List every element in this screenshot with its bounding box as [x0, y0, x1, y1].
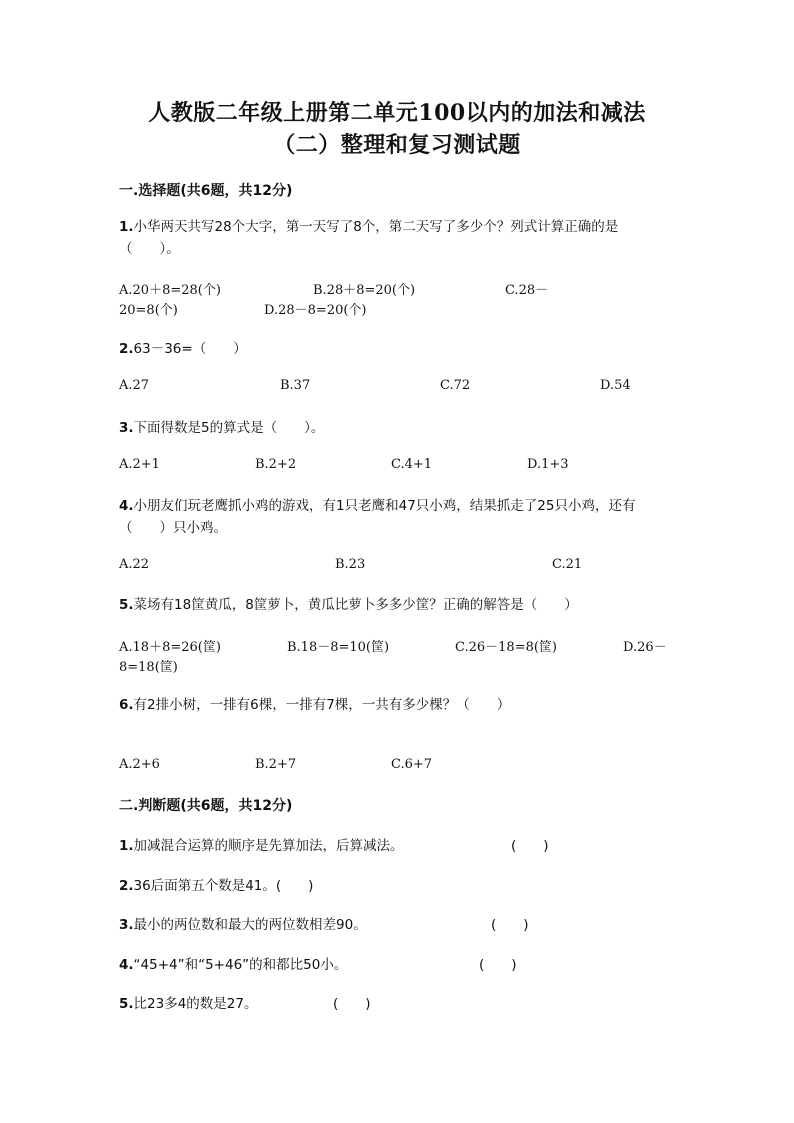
- question-number: 3.: [119, 917, 134, 933]
- answer-blank[interactable]: ( ): [333, 996, 371, 1012]
- question-4: [119, 495, 679, 539]
- option-a[interactable]: A.2+6: [119, 757, 160, 772]
- option-c-continued[interactable]: 20=8(个): [119, 303, 178, 318]
- question-number: 6.: [119, 697, 134, 713]
- option-c[interactable]: C.26－18=8(筐): [455, 640, 558, 655]
- question-6: [119, 694, 679, 716]
- question-text: 加减混合运算的顺序是先算加法，后算减法。: [133, 838, 404, 854]
- section-heading-judgement: 二.判断题(共6题，共12分): [119, 798, 293, 814]
- judgement-1: [119, 834, 404, 854]
- question-number: 4.: [119, 498, 134, 514]
- option-d[interactable]: D.28－8=20(个): [264, 303, 367, 318]
- section-heading-choice: 一.选择题(共6题，共12分): [119, 183, 293, 199]
- option-a[interactable]: A.22: [119, 557, 150, 572]
- question-text: 有2排小树，一排有6棵，一排有7棵，一共有多少棵？（ ）: [133, 697, 511, 713]
- option-d[interactable]: D.1+3: [527, 457, 569, 472]
- question-text: 小朋友们玩老鹰抓小鸡的游戏，有1只老鹰和47只小鸡，结果抓走了25只小鸡，还有（ ）只小鸡。: [119, 498, 636, 536]
- question-1: [119, 216, 679, 260]
- question-number: 5.: [119, 996, 134, 1012]
- option-d-continued[interactable]: 8=18(筐): [119, 660, 178, 675]
- option-b[interactable]: B.18－8=10(筐): [287, 640, 390, 655]
- option-b[interactable]: B.37: [280, 378, 311, 393]
- question-text: 63－36=（ ）: [133, 341, 247, 357]
- judgement-2: [119, 874, 313, 894]
- question-text: 36后面第五个数是41。( ): [133, 878, 314, 894]
- option-b[interactable]: B.2+2: [255, 457, 297, 472]
- question-text: 下面得数是5的算式是（ ）。: [133, 420, 325, 436]
- option-c[interactable]: C.6+7: [391, 757, 433, 772]
- option-c[interactable]: C.72: [440, 378, 471, 393]
- question-5: [119, 594, 679, 616]
- question-text: “45+4”和“5+46”的和都比50小。: [133, 957, 348, 973]
- option-c[interactable]: C.21: [552, 557, 583, 572]
- answer-blank[interactable]: ( ): [491, 917, 529, 933]
- question-number: 1.: [119, 219, 134, 235]
- answer-blank[interactable]: ( ): [479, 957, 517, 973]
- option-a[interactable]: A.20＋8=28(个): [119, 283, 221, 298]
- question-number: 4.: [119, 957, 134, 973]
- question-2: [119, 338, 679, 360]
- judgement-4: [119, 953, 347, 973]
- question-number: 1.: [119, 838, 134, 854]
- option-d[interactable]: D.54: [600, 378, 631, 393]
- question-text: 最小的两位数和最大的两位数相差90。: [133, 917, 367, 933]
- answer-blank[interactable]: ( ): [511, 838, 549, 854]
- option-a[interactable]: A.2+1: [119, 457, 160, 472]
- judgement-5: [119, 992, 257, 1012]
- question-number: 3.: [119, 420, 134, 436]
- option-d[interactable]: D.26－: [623, 640, 667, 655]
- question-text: 比23多4的数是27。: [133, 996, 258, 1012]
- option-c[interactable]: C.28－: [505, 283, 549, 298]
- option-b[interactable]: B.28＋8=20(个): [313, 283, 416, 298]
- option-b[interactable]: B.23: [335, 557, 366, 572]
- question-number: 5.: [119, 597, 134, 613]
- page-title: 人教版二年级上册第二单元100以内的加法和减法: [148, 100, 646, 126]
- question-text: 菜场有18筐黄瓜，8筐萝卜，黄瓜比萝卜多多少筐？正确的解答是（ ）: [133, 597, 578, 613]
- judgement-3: [119, 913, 367, 933]
- option-c[interactable]: C.4+1: [391, 457, 433, 472]
- question-3: [119, 417, 679, 439]
- question-number: 2.: [119, 878, 134, 894]
- page-subtitle: （二）整理和复习测试题: [273, 132, 521, 158]
- option-a[interactable]: A.27: [119, 378, 150, 393]
- question-text: 小华两天共写28个大字，第一天写了8个，第二天写了多少个？列式计算正确的是（ ）。: [119, 219, 619, 257]
- option-a[interactable]: A.18＋8=26(筐): [119, 640, 221, 655]
- question-number: 2.: [119, 341, 134, 357]
- option-b[interactable]: B.2+7: [255, 757, 297, 772]
